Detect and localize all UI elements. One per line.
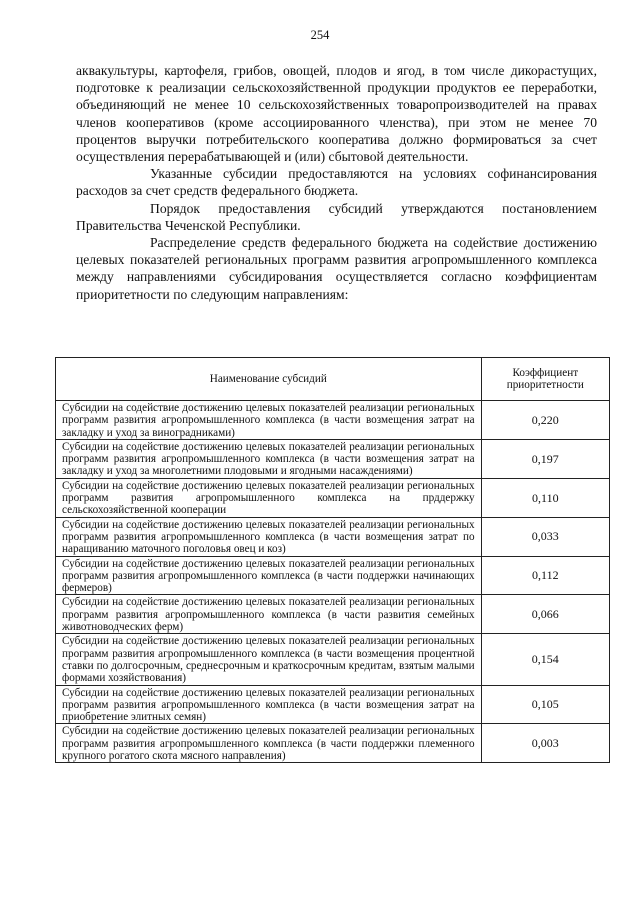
table-row: [56, 685, 610, 724]
coefficient-cell: 0,154: [481, 634, 609, 685]
subsidy-name-cell: Субсидии на содействие достижению целевых показателей реализации региональных программ развития агропромышленного комплекса (в части возмещения затрат на закладку и уход за многолетними плодовыми и ягодными насаждениями): [56, 439, 482, 478]
paragraph-procedure: Порядок предоставления субсидий утверждаются постановлением Правительства Чеченской Республики.: [76, 200, 597, 233]
coefficient-cell: 0,105: [481, 685, 609, 724]
coefficient-cell: 0,112: [481, 556, 609, 595]
subsidy-name-cell: Субсидии на содействие достижению целевых показателей реализации региональных программ развития агропромышленного комплекса (в части возмещения затрат по наращиванию маточного поголовья овец и коз): [56, 517, 482, 556]
table-row: [56, 478, 610, 517]
column-header-coefficient: Коэффициент приоритетности: [481, 358, 609, 401]
paragraph-cofinancing: Указанные субсидии предоставляются на условиях софинансирования расходов за счет средств федерального бюджета.: [76, 166, 597, 199]
page-number: 254: [310, 28, 330, 42]
subsidy-name-cell: Субсидии на содействие достижению целевых показателей реализации региональных программ развития агропромышленного комплекса (в части возмещения затрат на закладку и уход за виноградниками): [56, 401, 482, 440]
subsidy-name-cell: Субсидии на содействие достижению целевых показателей реализации региональных программ развития агропромышленного комплекса (в части поддержки начинающих фермеров): [56, 556, 482, 595]
paragraph-distribution: Распределение средств федерального бюджета на содействие достижению целевых показателей региональных программ развития агропромышленного комплекса между направлениями субсидирования осуществляется согласно коэффициентам приоритетности по следующим направлениям:: [76, 235, 597, 302]
coefficient-cell: 0,066: [481, 595, 609, 634]
body-text: [76, 62, 597, 303]
table-header-row: [56, 358, 610, 401]
table-row: [56, 634, 610, 685]
coefficient-cell: 0,003: [481, 724, 609, 763]
subsidy-name-cell: Субсидии на содействие достижению целевых показателей реализации региональных программ развития агропромышленного комплекса (в части поддержки племенного крупного рогатого скота мясного направления): [56, 724, 482, 763]
coefficient-cell: 0,197: [481, 439, 609, 478]
table-row: [56, 401, 610, 440]
table-row: [56, 556, 610, 595]
subsidy-name-cell: Субсидии на содействие достижению целевых показателей реализации региональных программ развития агропромышленного комплекса (в части возмещения затрат на приобретение элитных семян): [56, 685, 482, 724]
table-row: [56, 724, 610, 763]
table-row: [56, 439, 610, 478]
table-row: [56, 595, 610, 634]
subsidy-coefficients-table: [55, 357, 610, 763]
subsidy-name-cell: Субсидии на содействие достижению целевых показателей реализации региональных программ развития агропромышленного комплекса на прддержку сельскохозяйственной кооперации: [56, 478, 482, 517]
subsidy-name-cell: Субсидии на содействие достижению целевых показателей реализации региональных программ развития агропромышленного комплекса (в части возмещения процентной ставки по долгосрочным, среднесрочным и краткосрочным кредитам, взятым малыми формами хозяйствования): [56, 634, 482, 685]
column-header-subsidy-name: Наименование субсидий: [56, 358, 482, 401]
coefficient-cell: 0,033: [481, 517, 609, 556]
coefficient-cell: 0,110: [481, 478, 609, 517]
subsidy-name-cell: Субсидии на содействие достижению целевых показателей реализации региональных программ развития агропромышленного комплекса (в части развития семейных животноводческих ферм): [56, 595, 482, 634]
paragraph-continuation: аквакультуры, картофеля, грибов, овощей, плодов и ягод, в том числе дикорастущих, подготовке к реализации сельскохозяйственной продукции продуктов ее переработки, объединяющий не менее 10 сельскохозяйственных товаропроизводителей на правах членов кооперативов (кроме ассоциированного членства), при этом не менее 70 процентов выручки потребительского кооператива должно формироваться за счет осуществления перерабатывающей и (или) сбытовой деятельности.: [76, 63, 597, 165]
coefficient-cell: 0,220: [481, 401, 609, 440]
table-row: [56, 517, 610, 556]
